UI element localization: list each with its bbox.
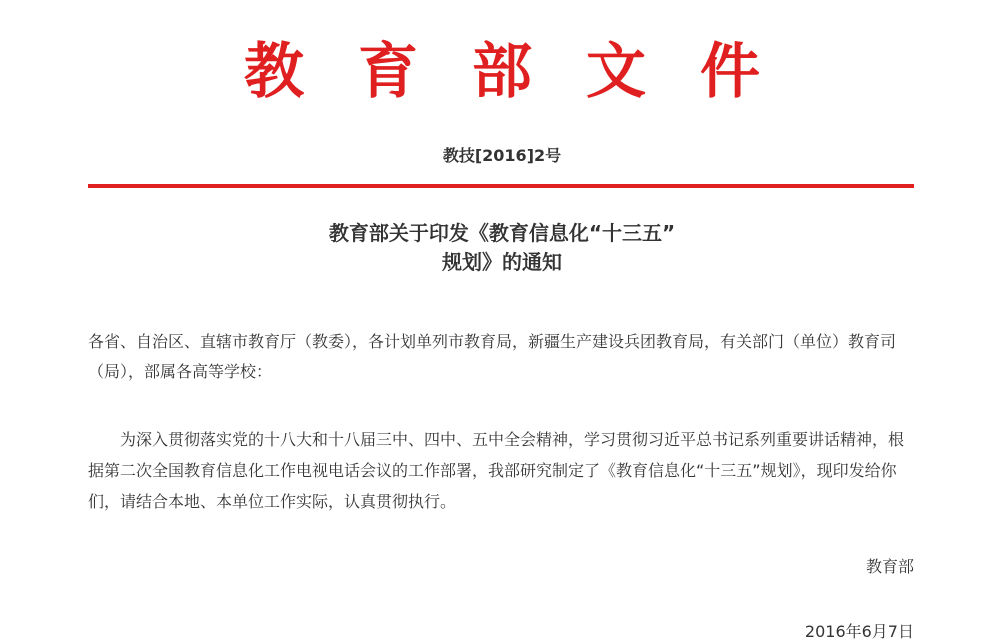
document-title-line-2: 规划》的通知 [442,250,562,274]
issuer-signature: 教育部 [865,557,914,576]
red-divider-rule [88,184,914,188]
recipients-paragraph: 各省、自治区、直辖市教育厅（教委），各计划单列市教育局，新疆生产建设兵团教育局，有关部门（单位）教育司（局），部属各高等学校： [88,332,897,381]
body-paragraph: 为深入贯彻落实党的十八大和十八届三中、四中、五中全会精神，学习贯彻习近平总书记系列重要讲话精神，根据第二次全国教育信息化工作电视电话会议的工作部署，我部研究制定了《教育信息化“十三五”规划》，现印发给你们，请结合本地、本单位工作实际，认真贯彻执行。 [88,430,905,511]
document-title [0,219,1004,277]
issue-date: 2016年6月7日 [804,622,914,641]
masthead-title: 教育部文件 [244,37,814,107]
document-number: 教技[2016]2号 [442,146,562,165]
document-title-line-1: 教育部关于印发《教育信息化“十三五” [328,221,676,245]
